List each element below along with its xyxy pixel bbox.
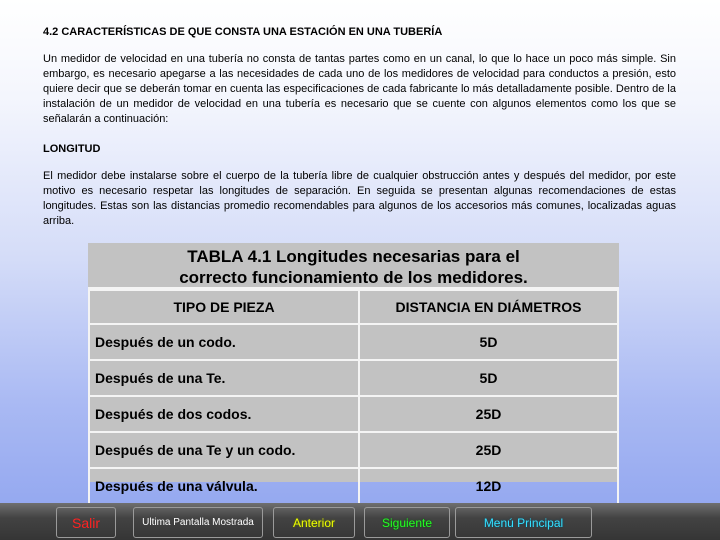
- last-screen-button[interactable]: Ultima Pantalla Mostrada: [133, 507, 263, 538]
- longitud-subheading: LONGITUD: [43, 143, 101, 155]
- cell-distancia: 5D: [359, 360, 618, 396]
- previous-button[interactable]: Anterior: [273, 507, 355, 538]
- cell-pieza: Después de una Te.: [89, 360, 359, 396]
- table-row: [89, 396, 618, 432]
- lengths-table-grid: [88, 289, 619, 505]
- cell-distancia: 5D: [359, 324, 618, 360]
- cell-pieza: Después de una válvula.: [89, 468, 359, 504]
- exit-button[interactable]: Salir: [56, 507, 116, 538]
- table-title: [88, 243, 619, 289]
- table-title-line1: TABLA 4.1 Longitudes necesarias para el: [187, 247, 520, 266]
- cell-distancia: 25D: [359, 432, 618, 468]
- table-header-row: [89, 290, 618, 324]
- table-row: [89, 324, 618, 360]
- main-menu-button[interactable]: Menú Principal: [455, 507, 592, 538]
- table-row: [89, 468, 618, 504]
- column-header-tipo: TIPO DE PIEZA: [89, 290, 359, 324]
- cell-distancia: 25D: [359, 396, 618, 432]
- lengths-table: [88, 243, 619, 494]
- cell-distancia: 12D: [359, 468, 618, 504]
- slide-content: [43, 26, 676, 229]
- column-header-distancia: DISTANCIA EN DIÁMETROS: [359, 290, 618, 324]
- cell-pieza: Después de una Te y un codo.: [89, 432, 359, 468]
- table-row: [89, 432, 618, 468]
- intro-paragraph: Un medidor de velocidad en una tubería no consta de tantas partes como en un canal, lo que lo hace un poco más simple. Sin embargo, es necesario apegarse a las necesidades de cada uno de los medidores de velocidad para conductos a presión, esto quiere decir que se deberán tomar en cuenta las especificaciones de cada fabricante lo más detalladamente posible. Dentro de la instalación de un medidor de velocidad en una tubería es necesario que se cuente con algunos elementos como los que se señalarán a continuación:: [43, 53, 676, 125]
- next-button[interactable]: Siguiente: [364, 507, 450, 538]
- table-title-line2: correcto funcionamiento de los medidores.: [179, 268, 528, 287]
- cell-pieza: Después de un codo.: [89, 324, 359, 360]
- longitud-paragraph: El medidor debe instalarse sobre el cuerpo de la tubería libre de cualquier obstrucción antes y después del medidor, por este motivo es necesario respetar las longitudes de separación. En seguida se presentan algunas recomendaciones de estas longitudes. Estas son las distancias promedio recomendables para algunos de los accesorios más comunes, localizadas aguas arriba.: [43, 170, 676, 227]
- section-heading: 4.2 CARACTERÍSTICAS DE QUE CONSTA UNA ESTACIÓN EN UNA TUBERÍA: [43, 26, 443, 38]
- cell-pieza: Después de dos codos.: [89, 396, 359, 432]
- table-row: [89, 360, 618, 396]
